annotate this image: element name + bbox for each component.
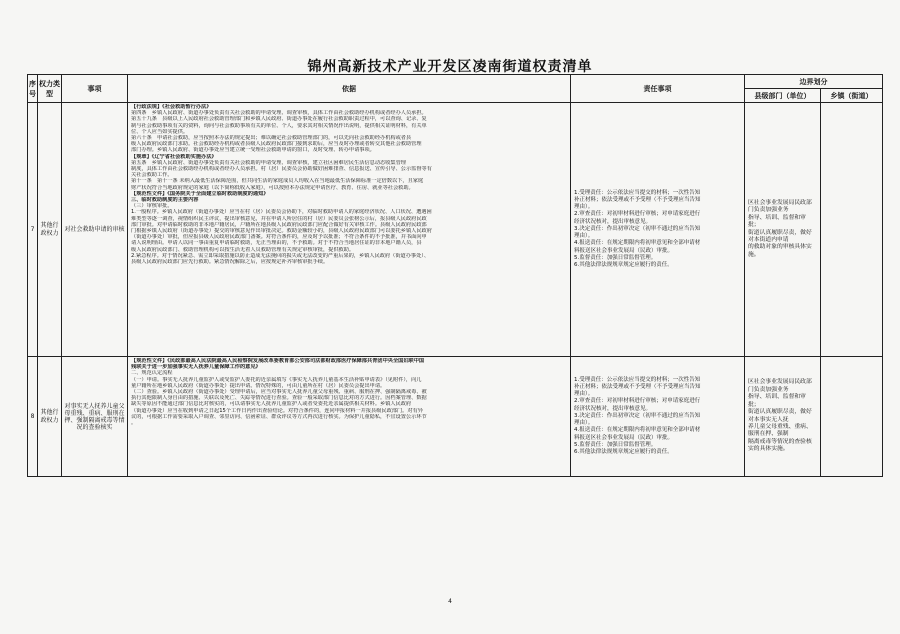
row-power-type: 其他行政权力 [38,357,62,477]
responsibility-line: 料报送区社会事业发展局（民政）审批。 [574,247,674,254]
row-power-type: 其他行政权力 [38,103,62,357]
basis-line: 制与社会救助事项有关的资料，询问与社会救助事项有关的单位、个人，要求其对相关情况作出说明，提供相关证明材料，有关单 [131,122,427,129]
basis-line: 【规范性文件】《国务院关于全面建立临时救助制度的通知》 [131,190,269,197]
header-seq: 序号 [28,75,38,103]
responsibility-line: 3.决定责任：作出初审决定（初审不通过的应当告知 [574,225,701,232]
responsibility-line: 1.受理责任：公示依法应当提交的材料；一次性告知 [574,189,701,196]
page-number: 4 [448,598,452,605]
basis-line: 执行其他限制人身自由的措施、失联以及死亡、失踪等情况进行查验。查验一般采取部门信息比对的方式进行。因档案管理、数据 [131,395,427,402]
basis-line: 第六十条 申请社会救助，应当按照本办法的规定提出；难以确定社会救助管理部门的，可以先向社会救助经办机构或者县 [131,135,412,142]
responsibility-line: 1.受理责任：公示依法应当提交的材料；一次性告知 [574,376,701,383]
basis-line: 【规章】《辽宁省社会救助实施办法》 [131,153,217,160]
basis-line: （二）查验。乡镇人民政府（街道办事处）受理申请后，应当对事实无人抚养儿童父母重残、重病、服刑在押、强制隔离戒毒、被 [131,389,427,396]
county-dept-line: 区社会事业发展局民政部门负责加强业务 [748,199,812,214]
basis-line: 缺失等原因不能通过部门信息比对核实的，可以请事实无人抚养儿童监护人或者受委托近亲属提供相关材料。乡镇人民政府 [131,401,412,408]
county-dept-line: 指导、培训、监督和审批； [748,214,806,229]
basis-line: 2.紧急程序。对于情况紧急、需立即采取措施以防止造成无法挽回的损失或无法改变的严重后果的，乡镇人民政府（街道办事处）、 [131,252,430,259]
basis-line: 童户籍所在地乡镇人民政府（街道办事处）提出申请。情况特殊的，可由儿童所在村（居）民委员会提出申请。 [131,382,386,389]
basis-line: 制度，具体工作由社会救助经办机构或者经办人员承担。村（居）民委员会协助做好困难排查、信息报送、宣传引导、公示监督等有 [131,166,432,173]
responsibility-line: 理由）。 [574,204,594,211]
county-dept-line: 养儿童父母重残、重病、服刑在押、强制 [748,423,812,438]
responsibility-line: 料报送区社会事业发展局（民政）审批。 [574,434,674,441]
row-basis [128,103,571,357]
basis-line: 关社会救助工作。 [131,172,173,179]
responsibility-line: 补正材料；依法受理或不予受理（不予受理应当告知 [574,384,701,391]
responsibility-line: 补正材料；依法受理或不予受理（不予受理应当告知 [574,197,701,204]
basis-line: 难类型等逐一调查，视情组织民主评议，提出审核意见，并在申请人所居住的村（居）民委员会张榜公示后，报县级人民政府民政 [131,215,427,222]
responsibility-line: 经济状况核对，提出审核意见。 [574,405,652,412]
basis-line: 【规范性文件】《民政部最高人民法院最高人民检察院发展改革委教育部公安部司法部财政部医疗保障部共青团中央全国妇联中国 [131,358,425,364]
basis-line: 级人民政府民政部门、救助管理机构可以按生活无着人员救助管理有关规定审核审批，提供救助。 [131,246,355,253]
basis-line: 门根据乡镇人民政府（街道办事处）提交的审核意见作出审批决定。救助金额较小的，县级人民政府民政部门可以委托乡镇人民政府 [131,228,432,235]
responsibility-line: 4.报送责任：在规定期限内将初审意见和全部申请材 [574,240,701,247]
basis-line: 县级人民政府民政部门应先行救助。紧急情况解除之后，应按规定补齐审核审批手续。 [131,259,329,266]
header-county-dept: 县级部门（单位） [745,89,821,103]
header-power-type: 权力类型 [38,75,62,103]
basis-line: 部门办理。乡镇人民政府、街道办事处应当建立统一受理社会救助申请的窗口，及时受理、转办申请事项。 [131,147,375,154]
basis-line: 残联关于进一步加强事实无人抚养儿童保障工作的意见》 [131,364,261,371]
responsibility-line: 6.其他法律法规规章规定应履行的责任。 [574,261,673,268]
header-responsibility: 责任事项 [571,75,745,103]
basis-line: （街道办事处）应当在收到申请之日起15个工作日内作出查验结论。对符合条件的，连同申报材料一并报县级民政部门。对有异 [131,407,423,414]
basis-line: 第四条 乡镇人民政府、街道办事处负责有关社会救助的申请受理、调查审核，具体工作由社会救助经办机构或者经办人员承担。 [131,110,427,117]
basis-line: （一）申请。事实无人抚养儿童监护人或受监护人委托的近亲属填写《事实无人抚养儿童基本生活补贴申请表》（见附件），向儿 [131,376,422,383]
county-dept-line: 区社会事业发展局民政部门负责加强业务 [748,379,812,393]
responsibility-line: 2.审查责任：对初审材料进行审核；对申请家庭进行 [574,211,701,218]
row-basis [128,357,571,477]
county-dept-line: 街道认真履职尽责，做好对本街道内申请 [748,229,812,243]
responsibility-line: 5.监督责任：加强日常监督管理。 [574,254,657,261]
row-item: 对事实无人抚养儿童父母重残、重病、服刑在押、强制隔离戒毒等情况的查验核实 [62,357,128,477]
county-dept-line: 的救助对象的审核具体实施。 [748,244,812,258]
row-seq: 8 [28,357,38,477]
basis-line: 。 [131,420,137,427]
header-basis: 依据 [128,75,571,103]
responsibility-line: 6.其他法律法规规章规定应履行的责任。 [574,448,673,455]
basis-line: 财产状况符合当地政府规定的家庭（以下简称低收入家庭），可以按照本办法规定申请医疗、教育、住房、就业等社会救助。 [131,184,414,191]
header-boundary: 边界划分 [745,75,883,89]
responsibility-line: 2.审查责任：对初审材料进行审核；对申请家庭进行 [574,398,701,405]
basis-line: （三）审核审批。 [131,203,173,210]
basis-line: 第十一条 第十一条 未纳入最低生活保障范围，但共同生活的家庭成员人均收入在当地最低生活保障标准一定倍数以下，且家庭 [131,178,424,185]
table-row [28,357,883,477]
basis-line: 三、临时救助制度的主要内容 [131,197,199,204]
basis-line: 第五条 乡镇人民政府、街道办事处负责有关社会救助的申请受理、调查审核，建立社区困难居民生活信息动态收集管理 [131,159,406,166]
table-row [28,103,883,357]
basis-line: 二、规范认定流程 [131,370,173,377]
row-county-dept [745,357,821,477]
basis-line: 议的，可根据工作需要采取入户调查、邻里访问、信函索证、群众评议等方式再次进行核实。为保护儿童隐私，不宜设置公示环节 [131,413,427,420]
responsibility-line: 4.报送责任：在规定期限内将初审意见和全部申请材 [574,427,701,434]
basis-line: （街道办事处）审批，但应报县级人民政府民政部门备案。对符合条件的，应及时予以批准；不符合条件的不予批准，并书面向申 [131,234,427,241]
basis-line: 1.一般程序。乡镇人民政府（街道办事处）应当在村（居）民委员会协助下，对临时救助申请人的家庭经济状况、人口状况、遭遇困 [131,209,432,216]
responsibility-line: 经济状况核对，提出审核意见。 [574,218,652,225]
row-seq: 7 [28,103,38,357]
basis-line: 【行政法规】《社会救助暂行办法》 [131,104,212,110]
responsibility-line: 理由）。 [574,420,594,427]
row-county-dept [745,103,821,357]
row-responsibility [571,103,745,357]
header-township: 乡镇（街道） [821,89,883,103]
county-dept-line: 隔离戒毒等情况的查验核实的具体实施。 [748,438,812,453]
county-dept-line: 指导、培训、监督和审批； [748,394,806,408]
header-item: 事项 [62,75,128,103]
basis-line: 第五十九条 县级以上人民政府社会救助管理部门和乡镇人民政府、街道办事处在履行社会救助职责过程中，可以查询、记录、复 [131,116,427,123]
responsibility-table [27,74,883,477]
responsibility-line: 3.决定责任：作出初审决定（初审不通过的应当告知 [574,412,701,419]
responsibility-line: 5.监督责任：加强日常监督管理。 [574,441,657,448]
row-township [821,357,883,477]
page-title: 锦州高新技术产业开发区凌南街道权责清单 [307,59,593,75]
responsibility-line: 理由）。 [574,233,594,240]
basis-line: 部门审批。对申请临时救助的非本地户籍居民，户籍所在地县级人民政府民政部门应配合做好有关审核工作。县级人民政府民政部 [131,221,427,228]
row-item: 对社会救助申请的审核 [62,103,128,357]
row-township [821,103,883,357]
basis-line: 请人说明理由。申请人以同一事由重复申请临时救助，无正当理由的，不予救助。对于不符合当地居住证的非本地户籍人员，县 [131,240,422,247]
responsibility-line: 理由）。 [574,391,594,398]
basis-line: 级人民政府民政部门求助。社会救助经办机构或者县级人民政府民政部门接到求助后，应当及时办理或者转交其他社会救助管理 [131,141,422,148]
basis-line: 位、个人应当如实提供。 [131,128,189,135]
row-responsibility [571,357,745,477]
county-dept-line: 街道认真履职尽责，做好对本事实无人抚 [748,409,812,423]
